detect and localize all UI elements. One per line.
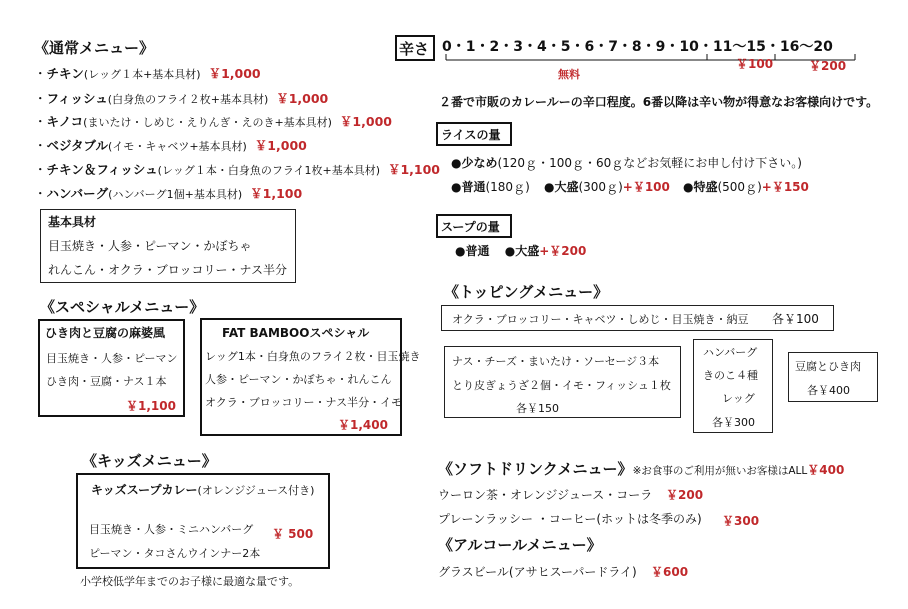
item-detail: (白身魚のフライ２枚+基本具材) [107, 93, 269, 106]
drink-item2: プレーンラッシー ・コーヒー(ホットは冬季のみ) [438, 512, 702, 526]
kids-name-note: (オレンジジュース付き) [197, 484, 315, 497]
spice-price-11-15: ￥100 [736, 57, 774, 71]
item-price: ￥1,000 [254, 138, 307, 153]
basic-ingredients-title: 基本具材 [48, 215, 97, 229]
topping-box3-line3: レッグ [722, 392, 755, 405]
mabo-line2: ひき肉・豆腐・ナス１本 [46, 375, 167, 388]
mabo-title: ひき肉と豆腐の麻婆風 [45, 326, 166, 340]
alcohol-item1: グラスビール(アサヒスーパードライ) [438, 565, 637, 579]
kids-price: ￥ 500 [272, 527, 314, 541]
drink-header [438, 458, 844, 479]
item-price: ￥1,000 [339, 114, 392, 129]
item-name: チキン＆フィッシュ [46, 162, 158, 177]
rice-normal-note: (180ｇ) [485, 180, 530, 194]
spice-note: ２番で市販のカレールーの辛口程度。6番以降は辛い物が得意なお客様向けです。 [439, 95, 879, 109]
rice-label-box [436, 122, 512, 146]
kids-line1: 目玉焼き・人参・ミニハンバーグ [89, 523, 254, 536]
topping-row1-price: 各￥100 [772, 312, 819, 326]
rice-label: ライスの量 [441, 128, 501, 142]
drink-menu-title: 《ソフトドリンクメニュー》 [438, 460, 633, 478]
rice-normal: ●普通 [451, 180, 486, 194]
rice-xl: ●特盛 [683, 180, 718, 194]
item-price: ￥1,100 [387, 162, 441, 177]
topping-box4-price: 各￥400 [807, 384, 850, 397]
rice-xl-price: +￥150 [761, 180, 809, 194]
spice-scale-line [445, 54, 857, 66]
drink-item1: ウーロン茶・オレンジジュース・コーラ [438, 488, 653, 502]
bamboo-line3: オクラ・ブロッコリー・ナス半分・イモ [205, 396, 403, 409]
rice-xl-note: (500ｇ) [717, 180, 762, 194]
rice-xl-option [683, 178, 809, 195]
item-detail: (イモ・キャベツ+基本具材) [108, 140, 247, 153]
topping-box2-line1: ナス・チーズ・まいたけ・ソーセージ３本 [452, 355, 660, 368]
topping-box-150 [444, 346, 681, 418]
soup-normal: ●普通 [455, 244, 490, 258]
soup-label: スープの量 [441, 220, 500, 234]
mabo-price: ￥1,100 [126, 399, 176, 413]
item-detail: (まいたけ・しめじ・えりんぎ・えのき+基本具材) [83, 116, 332, 129]
topping-box-300 [693, 339, 773, 433]
rice-small: ●少なめ [451, 156, 498, 170]
rice-normal-option [451, 178, 530, 195]
mabo-line1: 目玉焼き・人参・ピーマン [46, 352, 178, 365]
topping-row1-items: オクラ・ブロッコリー・キャベツ・しめじ・目玉焼き・納豆 [452, 313, 749, 326]
topping-row1-price-wrap [772, 310, 819, 327]
item-detail: (ハンバーグ1個+基本具材) [108, 188, 243, 201]
mabo-box [38, 319, 185, 417]
topping-box3-line1: ハンバーグ [703, 346, 758, 359]
drink-note-price: ￥400 [807, 463, 845, 477]
special-menu-title: 《スペシャルメニュー》 [40, 298, 205, 316]
bamboo-line2: 人参・ピーマン・かぼちゃ・れんこん [205, 373, 392, 386]
menu-item-chicken-fish: ・チキン＆フィッシュ(レッグ１本・白身魚のフライ1枚+基本具材) ￥1,100 [34, 162, 441, 177]
rice-small-note: (120ｇ・100ｇ・60ｇなどお気軽にお申し付け下さい。) [497, 156, 802, 170]
basic-ingredients-line2: れんこん・オクラ・ブロッコリー・ナス半分 [48, 263, 288, 277]
regular-menu-title: 《通常メニュー》 [34, 39, 155, 57]
bamboo-line1: レッグ1本・白身魚のフライ２枚・目玉焼き [205, 350, 421, 363]
drink-note: ※お食事のご利用が無いお客様はALL [632, 465, 808, 477]
basic-ingredients-box [40, 209, 296, 283]
kids-name-line [91, 481, 314, 498]
spice-scale: 0・1・2・3・4・5・6・7・8・9・10・11〜15・16〜20 [442, 39, 833, 55]
spice-free-label: 無料 [558, 68, 580, 81]
topping-box3-price: 各￥300 [712, 416, 755, 429]
menu-item-hamburg: ・ハンバーグ(ハンバーグ1個+基本具材) ￥1,100 [34, 186, 303, 201]
bamboo-title: FAT BAMBOOスペシャル [222, 326, 370, 340]
menu-item-mushroom: ・キノコ(まいたけ・しめじ・えりんぎ・えのき+基本具材) ￥1,000 [34, 114, 392, 129]
item-name: ハンバーグ [46, 186, 109, 201]
item-price: ￥1,100 [250, 186, 303, 201]
alcohol-menu-title: 《アルコールメニュー》 [438, 536, 602, 554]
item-name: フィッシュ [46, 91, 108, 106]
rice-large-option [544, 178, 670, 195]
bamboo-price: ￥1,400 [338, 418, 388, 432]
menu-item-chicken: ・チキン(レッグ１本+基本具材) ￥1,000 [34, 66, 261, 81]
rice-small-option [451, 154, 802, 171]
soup-label-box [436, 214, 512, 238]
kids-menu-title: 《キッズメニュー》 [82, 452, 217, 470]
item-detail: (レッグ１本・白身魚のフライ1枚+基本具材) [157, 164, 381, 177]
topping-menu-title: 《トッピングメニュー》 [444, 283, 609, 301]
drink-item2-price: ￥300 [722, 514, 760, 528]
item-name: ベジタブル [46, 138, 109, 153]
spice-label: 辛さ [399, 40, 430, 58]
spice-label-box [395, 35, 435, 61]
kids-box [76, 473, 330, 569]
rice-large-price: +￥100 [622, 180, 670, 194]
kids-note: 小学校低学年までのお子様に最適な量です。 [80, 575, 300, 588]
soup-options [455, 242, 586, 259]
topping-box2-line2: とり皮ぎょうざ２個・イモ・フィッシュ１枚 [452, 379, 671, 392]
topping-box4-line1: 豆腐とひき肉 [795, 360, 861, 373]
basic-ingredients-line1: 目玉焼き・人参・ピーマン・かぼちゃ [48, 239, 252, 253]
topping-box3-line2: きのこ４種 [703, 369, 758, 382]
item-price: ￥1,000 [208, 66, 261, 81]
drink-item1-price: ￥200 [666, 488, 704, 502]
topping-box2-price: 各￥150 [516, 402, 559, 415]
bamboo-box [200, 318, 421, 436]
item-name: キノコ [46, 114, 84, 129]
topping-box-400 [788, 352, 878, 402]
rice-large: ●大盛 [544, 180, 579, 194]
menu-item-fish: ・フィッシュ(白身魚のフライ２枚+基本具材) ￥1,000 [34, 91, 329, 106]
topping-box-100 [441, 305, 834, 331]
spice-price-16-20: ￥200 [809, 59, 847, 73]
rice-large-note: (300ｇ) [578, 180, 623, 194]
kids-line2: ピーマン・タコさんウインナー2本 [89, 547, 261, 560]
soup-large-price: +￥200 [539, 244, 587, 258]
kids-name: キッズスープカレー [91, 483, 198, 497]
alcohol-item1-price: ￥600 [651, 565, 689, 579]
menu-item-vegetable: ・ベジタブル(イモ・キャベツ+基本具材) ￥1,000 [34, 138, 307, 153]
item-price: ￥1,000 [276, 91, 329, 106]
item-detail: (レッグ１本+基本具材) [83, 68, 201, 81]
soup-large: ●大盛 [504, 244, 540, 258]
item-name: チキン [46, 66, 84, 81]
